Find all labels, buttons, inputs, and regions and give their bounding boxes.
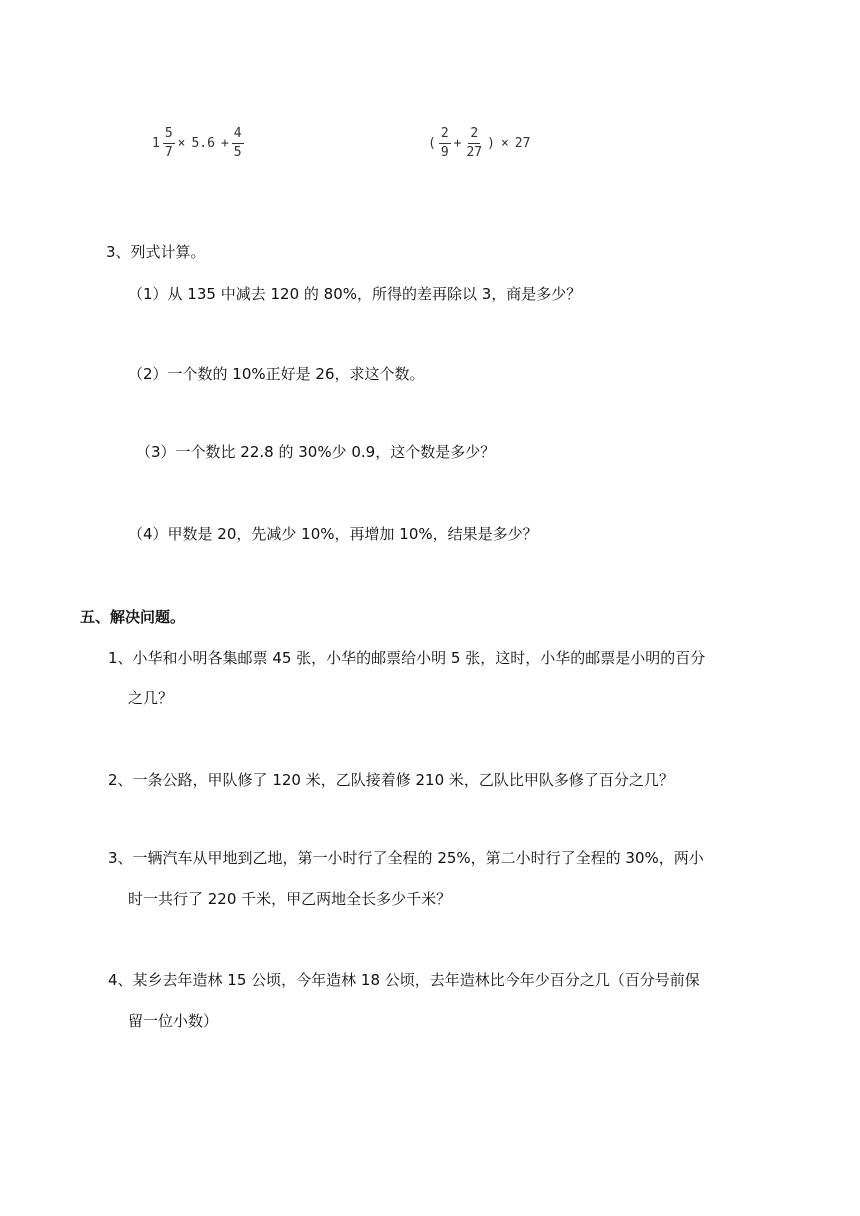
section3-item-1: （1）从 135 中减去 120 的 80%，所得的差再除以 3，商是多少？ (128, 285, 582, 303)
expr1-fraction-1 (163, 126, 175, 161)
expr2-left-paren: ( (428, 136, 436, 151)
expr1-frac1-numerator: 5 (163, 126, 175, 144)
section3-item-4: （4）甲数是 20，先减少 10%，再增加 10%，结果是多少？ (128, 525, 538, 543)
expr2-operator-2: × (500, 136, 509, 151)
expr1-value: 5.6 (191, 136, 215, 151)
expr2-frac2-numerator: 2 (468, 126, 480, 144)
expr1-whole: 1 (152, 136, 160, 151)
expr2-frac2-denominator: 27 (466, 145, 483, 160)
expr1-operator-1: × (177, 136, 186, 151)
problem-1-line-2: 之几？ (128, 689, 174, 707)
problem-3-line-1: 3、一辆汽车从甲地到乙地，第一小时行了全程的 25%，第二小时行了全程的 30%，两小 (108, 849, 704, 867)
problem-4-line-2: 留一位小数） (128, 1012, 219, 1030)
expr1-frac2-numerator: 4 (232, 126, 244, 144)
expr2-fraction-1 (439, 126, 451, 161)
section3-item-2: （2）一个数的 10%正好是 26，求这个数。 (128, 365, 425, 383)
section3-item-3: （3）一个数比 22.8 的 30%少 0.9，这个数是多少？ (136, 443, 496, 461)
expr1-operator-2: + (220, 136, 229, 151)
problem-3-line-2: 时一共行了 220 千米，甲乙两地全长多少千米？ (128, 890, 452, 908)
expr2-frac1-numerator: 2 (439, 126, 451, 144)
expression-1 (152, 126, 247, 161)
expr1-fraction-2 (232, 126, 244, 161)
expr2-operator-1: + (453, 136, 462, 151)
problem-4-line-1: 4、某乡去年造林 15 公顷，今年造林 18 公顷，去年造林比今年少百分之几（百分号前保 (108, 971, 700, 989)
expr1-frac2-denominator: 5 (233, 145, 242, 160)
expr2-fraction-2 (464, 126, 484, 161)
expr2-right-paren: ) (487, 136, 495, 151)
expression-2 (428, 126, 530, 161)
expr2-frac1-denominator: 9 (440, 145, 449, 160)
section3-heading: 3、列式计算。 (106, 243, 206, 261)
problem-2-line-1: 2、一条公路，甲队修了 120 米，乙队接着修 210 米，乙队比甲队多修了百分之几？ (108, 771, 674, 789)
problem-1-line-1: 1、小华和小明各集邮票 45 张，小华的邮票给小明 5 张，这时，小华的邮票是小明的百分 (108, 649, 706, 667)
expr2-value: 27 (514, 136, 531, 151)
expr1-frac1-denominator: 7 (164, 145, 173, 160)
section5-heading: 五、解决问题。 (80, 608, 186, 626)
